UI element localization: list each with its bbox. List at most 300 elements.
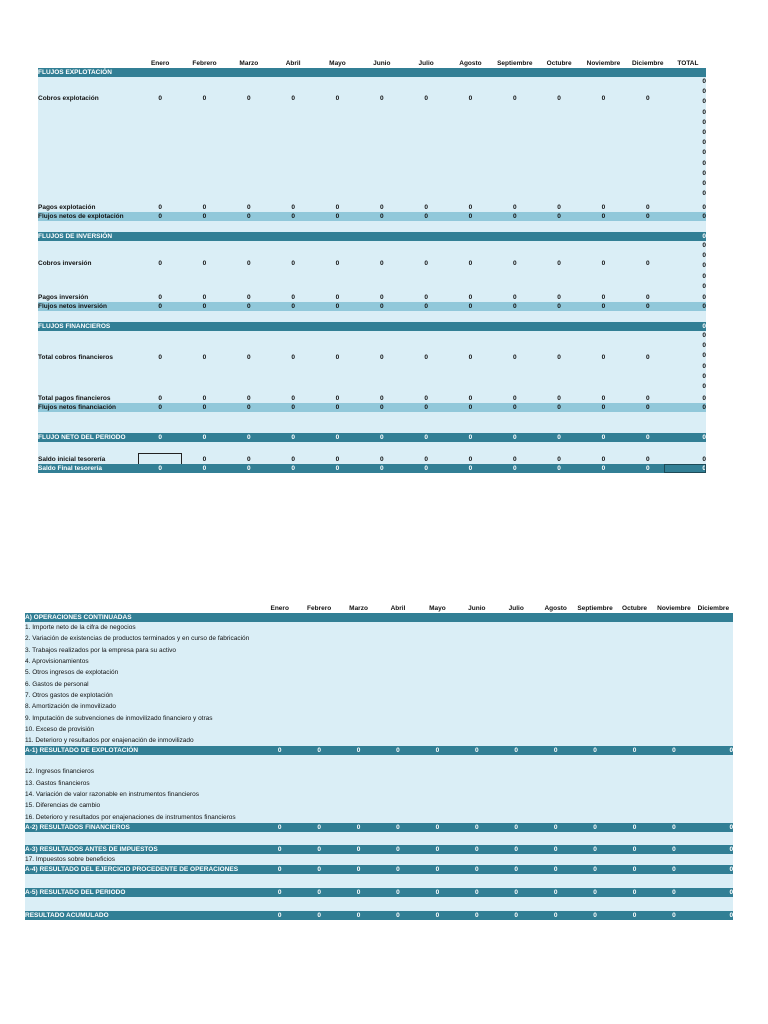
table-cell: 0 <box>317 845 321 853</box>
table-cell: 0 <box>291 456 295 463</box>
table-cell: 0 <box>702 465 706 472</box>
table-cell: 0 <box>729 747 734 755</box>
table-cell: 0 <box>553 911 558 919</box>
table-cell: 0 <box>335 303 340 310</box>
table-cell: 0 <box>468 395 473 402</box>
table-cell: 0 <box>672 911 676 919</box>
table-cell: 0 <box>291 303 295 310</box>
table-cell: 0 <box>379 465 384 472</box>
table-cell: 0 <box>247 294 251 301</box>
table-cell: FLUJOS FINANCIEROS <box>38 323 111 330</box>
subtotal-row <box>38 403 706 412</box>
table-cell: 0 <box>335 213 340 220</box>
table-cell: 0 <box>202 294 207 301</box>
table-cell: 0 <box>557 204 561 211</box>
a2-row <box>25 823 733 832</box>
table-cell: 0 <box>553 747 558 755</box>
table-cell: 0 <box>702 395 706 402</box>
table-cell: 0 <box>396 747 400 755</box>
table-cell: 0 <box>702 294 706 301</box>
table-cell: 0 <box>435 823 440 831</box>
table-cell: 0 <box>557 404 561 411</box>
list-item: 9. Imputación de subvenciones de inmovilizado financiero y otras <box>25 714 213 722</box>
table-cell: 0 <box>702 179 706 187</box>
table-cell: 0 <box>702 456 706 463</box>
table-cell: Pagos inversión <box>38 294 89 301</box>
list-item: 6. Gastos de personal <box>25 680 89 688</box>
table-cell: 0 <box>202 204 207 211</box>
table-cell: 0 <box>512 294 517 301</box>
table-cell: 0 <box>512 404 517 411</box>
table-cell: 0 <box>702 303 706 310</box>
table-cell: 0 <box>557 260 561 267</box>
table-cell: 0 <box>702 362 706 370</box>
table-row <box>38 203 706 212</box>
table-cell: 0 <box>601 465 606 472</box>
table-cell: 0 <box>424 434 428 441</box>
table-cell: 0 <box>379 213 384 220</box>
month-header-row <box>38 59 706 68</box>
table-cell: 0 <box>702 323 706 330</box>
list-item: 1. Importe neto de la cifra de negocios <box>25 624 136 632</box>
table-cell: 0 <box>468 434 473 441</box>
table-cell: 0 <box>396 823 400 831</box>
table-cell: FLUJO NETO DEL PERIODO <box>38 434 126 441</box>
table-cell: 0 <box>202 213 207 220</box>
table-cell: 0 <box>512 95 517 102</box>
table-cell: 0 <box>601 434 606 441</box>
table-cell: 0 <box>291 395 295 402</box>
table-cell: 0 <box>291 465 295 472</box>
table-cell: 0 <box>702 282 706 290</box>
table-cell: 0 <box>601 95 606 102</box>
cobros-inversion-block <box>38 241 706 293</box>
month-header: Febrero <box>192 60 217 67</box>
table-cell: 0 <box>512 213 517 220</box>
table-cell: 0 <box>553 845 558 853</box>
table-cell: 0 <box>202 354 207 361</box>
table-cell: 0 <box>557 465 561 472</box>
table-cell: 0 <box>729 865 734 873</box>
section-header <box>38 322 706 331</box>
table-cell: 0 <box>424 260 428 267</box>
table-cell: 0 <box>468 404 473 411</box>
table-cell: 0 <box>335 404 340 411</box>
list-item: 8. Amortización de inmovilizado <box>25 703 117 711</box>
table-cell: 0 <box>202 434 207 441</box>
table-cell: 0 <box>424 95 428 102</box>
table-cell: 0 <box>468 465 473 472</box>
table-cell: 0 <box>468 456 473 463</box>
table-cell: 0 <box>291 95 295 102</box>
table-cell: 0 <box>356 911 361 919</box>
table-cell: A-4) RESULTADO DEL EJERCICIO PROCEDENTE DE OPERACIONES <box>25 865 239 873</box>
table-cell: 0 <box>632 823 637 831</box>
table-cell: 0 <box>277 845 282 853</box>
table-cell: 0 <box>645 434 650 441</box>
table-cell: 0 <box>645 294 650 301</box>
table-cell: 0 <box>645 354 650 361</box>
table-cell: 0 <box>702 88 706 96</box>
table-cell: 0 <box>672 888 676 896</box>
table-cell: 0 <box>702 139 706 147</box>
month-header: Septiembre <box>497 60 533 67</box>
table-cell: 0 <box>277 823 282 831</box>
table-cell: A) OPERACIONES CONTINUADAS <box>25 614 132 621</box>
table-cell: 0 <box>593 911 597 919</box>
table-cell: 0 <box>317 747 321 755</box>
table-cell: 0 <box>729 888 734 896</box>
table-cell: 0 <box>557 213 561 220</box>
a1-row <box>25 746 733 755</box>
table-cell: 0 <box>601 456 606 463</box>
table-cell: 0 <box>632 845 637 853</box>
table-cell: 0 <box>158 213 162 220</box>
table-cell: 0 <box>424 395 428 402</box>
table-cell: 0 <box>702 252 706 260</box>
section-header <box>38 68 706 77</box>
table-cell: 0 <box>593 865 597 873</box>
table-cell: 0 <box>645 456 650 463</box>
selected-total-cell-outline <box>664 464 706 473</box>
table-cell: 0 <box>557 395 561 402</box>
table-cell: 0 <box>424 204 428 211</box>
table-cell: 0 <box>424 303 428 310</box>
table-cell: 0 <box>435 747 440 755</box>
table-cell: 0 <box>158 354 162 361</box>
table-cell: 0 <box>702 190 706 198</box>
table-cell: 0 <box>645 465 650 472</box>
table-cell: FLUJOS DE INVERSIÓN <box>38 233 113 240</box>
list-item: 12. Ingresos financieros <box>25 768 95 776</box>
table-cell: 0 <box>475 888 479 896</box>
table-cell: 0 <box>158 95 162 102</box>
table-cell: 0 <box>468 260 473 267</box>
total-header: TOTAL <box>677 60 699 67</box>
table-cell: 0 <box>645 95 650 102</box>
table-cell: 0 <box>702 159 706 167</box>
table-cell: 0 <box>593 888 597 896</box>
row-label: Cobros explotación <box>38 95 99 102</box>
table-cell: 0 <box>557 434 561 441</box>
table-cell: 0 <box>702 118 706 126</box>
table-cell: 0 <box>475 845 479 853</box>
table-cell: 0 <box>158 260 162 267</box>
list-item: 14. Variación de valor razonable en instrumentos financieros <box>25 791 200 798</box>
table-cell: 0 <box>702 332 706 339</box>
table-cell: A-2) RESULTADOS FINANCIEROS <box>25 823 130 831</box>
month-header-row <box>25 604 733 613</box>
list-item: 7. Otros gastos de explotación <box>25 691 113 699</box>
table-cell: 0 <box>645 204 650 211</box>
a5-row <box>25 888 733 897</box>
table-cell: Septiembre <box>577 605 613 612</box>
table-cell: 0 <box>645 395 650 402</box>
table-cell: 0 <box>557 294 561 301</box>
table-cell: Julio <box>508 605 524 612</box>
table-cell: 0 <box>557 303 561 310</box>
table-cell: 0 <box>645 303 650 310</box>
table-cell: 0 <box>335 95 340 102</box>
table-cell: 0 <box>702 372 706 380</box>
table-cell: 0 <box>247 404 251 411</box>
table-cell: 0 <box>672 865 676 873</box>
list-item: 5. Otros ingresos de explotación <box>25 669 119 677</box>
table-cell: 0 <box>158 204 162 211</box>
month-header: Abril <box>285 60 301 67</box>
list-item: 3. Trabajos realizados por la empresa para su activo <box>25 646 177 654</box>
table-cell: 0 <box>335 204 340 211</box>
table-cell: 0 <box>247 465 251 472</box>
table-cell: 0 <box>475 823 479 831</box>
table-cell: 0 <box>702 242 706 249</box>
table-cell: 0 <box>512 395 517 402</box>
table-cell: 0 <box>424 465 428 472</box>
month-header: Julio <box>418 60 434 67</box>
table-cell: 0 <box>396 888 400 896</box>
a4-row <box>25 865 733 874</box>
table-cell: 0 <box>702 149 706 157</box>
table-cell: 0 <box>702 78 706 85</box>
table-cell: 0 <box>424 213 428 220</box>
month-header: Octubre <box>546 60 572 67</box>
saldo-final-row <box>38 464 706 473</box>
table-cell: 0 <box>396 911 400 919</box>
table-cell: 0 <box>553 888 558 896</box>
flujo-neto-row <box>38 433 706 442</box>
list-item: 4. Aprovisionamientos <box>25 658 89 666</box>
table-cell: 0 <box>202 303 207 310</box>
table-cell: 0 <box>468 354 473 361</box>
table-cell: 0 <box>277 865 282 873</box>
table-cell: 0 <box>468 95 473 102</box>
table-cell: 0 <box>512 354 517 361</box>
table-cell: 0 <box>356 747 361 755</box>
table-cell: 0 <box>475 911 479 919</box>
table-cell: 0 <box>317 823 321 831</box>
table-cell: 0 <box>702 262 706 270</box>
table-cell: 0 <box>317 865 321 873</box>
table-cell: 0 <box>702 108 706 116</box>
month-header: Mayo <box>329 60 346 67</box>
list-item: 16. Deterioro y resultados por enajenaciones de instrumentos financieros <box>25 813 236 821</box>
table-cell: 0 <box>632 747 637 755</box>
table-cell: 0 <box>379 303 384 310</box>
table-cell: 0 <box>247 434 251 441</box>
table-cell: 0 <box>202 456 207 463</box>
table-cell: 0 <box>593 747 597 755</box>
table-cell: 0 <box>356 823 361 831</box>
table-cell: 0 <box>514 823 519 831</box>
subtotal-row <box>38 212 706 221</box>
table-cell: 0 <box>247 354 251 361</box>
table-cell: 0 <box>468 294 473 301</box>
table-cell: 0 <box>702 342 706 350</box>
table-cell: 0 <box>379 395 384 402</box>
cash-flow-table <box>38 59 706 473</box>
table-cell: 0 <box>379 404 384 411</box>
table-cell: 0 <box>702 169 706 177</box>
month-header: Marzo <box>239 60 259 67</box>
table-cell: 0 <box>335 260 340 267</box>
table-cell: 0 <box>729 823 734 831</box>
table-cell: 0 <box>702 434 706 441</box>
table-cell: 0 <box>202 395 207 402</box>
table-cell: 0 <box>291 213 295 220</box>
table-cell: 0 <box>672 845 676 853</box>
total-column <box>670 77 706 199</box>
table-cell: 0 <box>553 865 558 873</box>
table-cell: 0 <box>702 404 706 411</box>
table-cell: 0 <box>468 204 473 211</box>
table-cell: 0 <box>424 294 428 301</box>
table-cell: A-3) RESULTADOS ANTES DE IMPUESTOS <box>25 845 158 853</box>
table-cell: 0 <box>317 911 321 919</box>
month-header: Enero <box>150 60 170 67</box>
table-cell: 0 <box>601 395 606 402</box>
table-cell: 0 <box>645 213 650 220</box>
table-cell: 0 <box>702 204 706 211</box>
table-cell: Agosto <box>544 605 567 612</box>
table-cell: 0 <box>424 404 428 411</box>
table-cell: 0 <box>424 354 428 361</box>
table-cell: 0 <box>158 303 162 310</box>
cobros-explotacion-block <box>38 77 706 203</box>
section-header <box>25 613 733 622</box>
table-cell: 0 <box>158 465 162 472</box>
table-cell: 0 <box>291 294 295 301</box>
table-cell: Cobros inversión <box>38 260 92 267</box>
table-cell: 0 <box>514 888 519 896</box>
table-cell: 0 <box>277 888 282 896</box>
table-cell: 0 <box>557 456 561 463</box>
table-cell: 0 <box>424 456 428 463</box>
table-cell: Diciembre <box>697 605 730 612</box>
table-cell: A-5) RESULTADO DEL PERIODO <box>25 888 126 896</box>
table-cell: 0 <box>593 845 597 853</box>
table-cell: 0 <box>514 747 519 755</box>
table-cell: 0 <box>335 354 340 361</box>
table-cell: 0 <box>356 845 361 853</box>
table-cell: 0 <box>512 456 517 463</box>
table-cell: 0 <box>514 911 519 919</box>
table-cell: 0 <box>468 213 473 220</box>
list-item: 15. Diferencias de cambio <box>25 802 101 810</box>
list-item: 17. Impuestos sobre beneficios <box>25 855 115 863</box>
table-cell: Junio <box>468 605 486 612</box>
table-cell: 0 <box>379 434 384 441</box>
table-cell: 0 <box>435 911 440 919</box>
table-cell: 0 <box>335 456 340 463</box>
table-cell: 0 <box>291 404 295 411</box>
acumulado-row <box>25 911 733 920</box>
subtotal-row <box>38 302 706 311</box>
table-cell: 0 <box>553 823 558 831</box>
table-cell: 0 <box>645 404 650 411</box>
table-cell: 0 <box>158 434 162 441</box>
table-cell: 0 <box>557 95 561 102</box>
table-cell: 0 <box>601 204 606 211</box>
table-cell: 0 <box>601 294 606 301</box>
table-cell: 0 <box>632 865 637 873</box>
table-cell: 0 <box>158 395 162 402</box>
table-cell: 0 <box>379 294 384 301</box>
table-cell: Total cobros financieros <box>38 354 114 361</box>
table-cell: Pagos explotación <box>38 204 96 211</box>
table-cell: 0 <box>512 434 517 441</box>
table-cell: 0 <box>379 95 384 102</box>
table-cell: 0 <box>512 204 517 211</box>
table-cell: 0 <box>702 213 706 220</box>
table-cell: 0 <box>632 888 637 896</box>
list-item: 11. Deterioro y resultados por enajenación de inmovilizado <box>25 737 194 745</box>
table-cell: 0 <box>247 395 251 402</box>
table-cell: 0 <box>702 382 706 390</box>
table-cell: 0 <box>379 260 384 267</box>
table-cell: 0 <box>672 747 676 755</box>
month-header: Junio <box>373 60 391 67</box>
list-item: 2. Variación de existencias de productos terminados y en curso de fabricación <box>25 635 250 643</box>
table-cell: 0 <box>475 865 479 873</box>
a3-row <box>25 845 733 854</box>
table-cell: 0 <box>335 465 340 472</box>
table-cell: 0 <box>468 303 473 310</box>
table-cell: 0 <box>379 456 384 463</box>
table-cell: 0 <box>601 354 606 361</box>
table-cell: 0 <box>593 823 597 831</box>
table-cell: 0 <box>601 260 606 267</box>
table-cell: 0 <box>435 865 440 873</box>
table-cell: 0 <box>396 865 400 873</box>
table-cell: 0 <box>729 845 734 853</box>
table-cell: A-1) RESULTADO DE EXPLOTACIÓN <box>25 747 139 755</box>
table-cell: 0 <box>702 272 706 280</box>
table-cell: Enero <box>270 605 289 612</box>
table-cell: 0 <box>291 354 295 361</box>
month-header: Noviembre <box>586 60 621 67</box>
table-cell: 0 <box>729 911 734 919</box>
table-cell: 0 <box>601 404 606 411</box>
saldo-inicial-row <box>38 455 706 464</box>
table-cell: Total pagos financieros <box>38 395 111 402</box>
table-cell: 0 <box>247 260 251 267</box>
table-cell: 0 <box>702 98 706 106</box>
table-cell: 0 <box>475 747 479 755</box>
table-cell: Saldo Final tesorería <box>38 465 102 472</box>
table-cell: Abril <box>390 605 406 612</box>
table-cell: 0 <box>512 303 517 310</box>
table-cell: 0 <box>512 465 517 472</box>
section-header <box>38 232 706 241</box>
table-cell: 0 <box>277 747 282 755</box>
table-cell: 0 <box>247 213 251 220</box>
total-column <box>670 331 706 392</box>
table-cell: 0 <box>702 233 706 240</box>
table-cell: 0 <box>356 865 361 873</box>
table-cell: 0 <box>435 845 440 853</box>
table-cell: 0 <box>601 213 606 220</box>
list-item: 13. Gastos financieros <box>25 779 90 787</box>
table-cell: Saldo inicial tesorería <box>38 456 106 463</box>
table-cell: Flujos netos inversión <box>38 303 107 310</box>
table-cell: 0 <box>202 465 207 472</box>
table-cell: Flujos netos financiación <box>38 404 117 411</box>
table-cell: 0 <box>512 260 517 267</box>
table-cell: 0 <box>291 260 295 267</box>
table-cell: Flujos netos de explotación <box>38 213 124 220</box>
table-cell: 0 <box>435 888 440 896</box>
table-cell: Mayo <box>429 605 446 612</box>
